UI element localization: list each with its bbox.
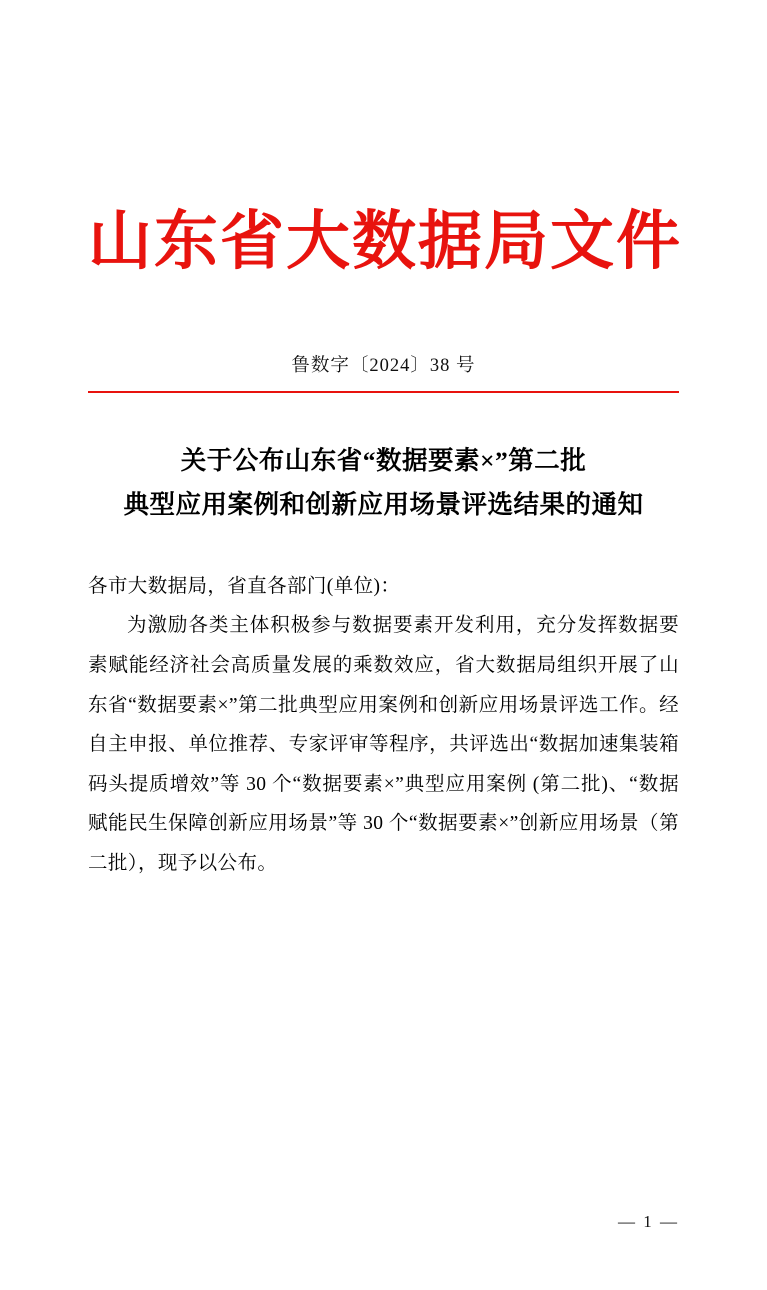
- body-paragraph-1: 为激励各类主体积极参与数据要素开发利用，充分发挥数据要素赋能经济社会高质量发展的乘数效应，省大数据局组织开展了山东省“数据要素×”第二批典型应用案例和创新应用场景评选工作。经自主申报、单位推荐、专家评审等程序，共评选出“数据加速集装箱码头提质增效”等 30 个“数据要素×”典型应用案例 (第二批)、“数据赋能民生保障创新应用场景”等 30 个“数据要素×”创新应用场景（第二批），现予以公布。: [88, 615, 679, 874]
- page-title-line-2: 典型应用案例和创新应用场景评选结果的通知: [123, 490, 644, 520]
- salutation: 各市大数据局，省直各部门(单位)：: [88, 575, 401, 597]
- page-title: [88, 439, 679, 527]
- document-number: 鲁数字〔2024〕38 号: [291, 355, 476, 376]
- page-title-line-1: 关于公布山东省“数据要素×”第二批: [180, 446, 587, 476]
- document-body: [88, 567, 679, 884]
- document-page: [0, 205, 767, 1290]
- red-divider-rule: [88, 391, 679, 394]
- masthead-title: 山东省大数据局文件: [88, 206, 682, 277]
- page-number: — 1 —: [618, 1212, 679, 1231]
